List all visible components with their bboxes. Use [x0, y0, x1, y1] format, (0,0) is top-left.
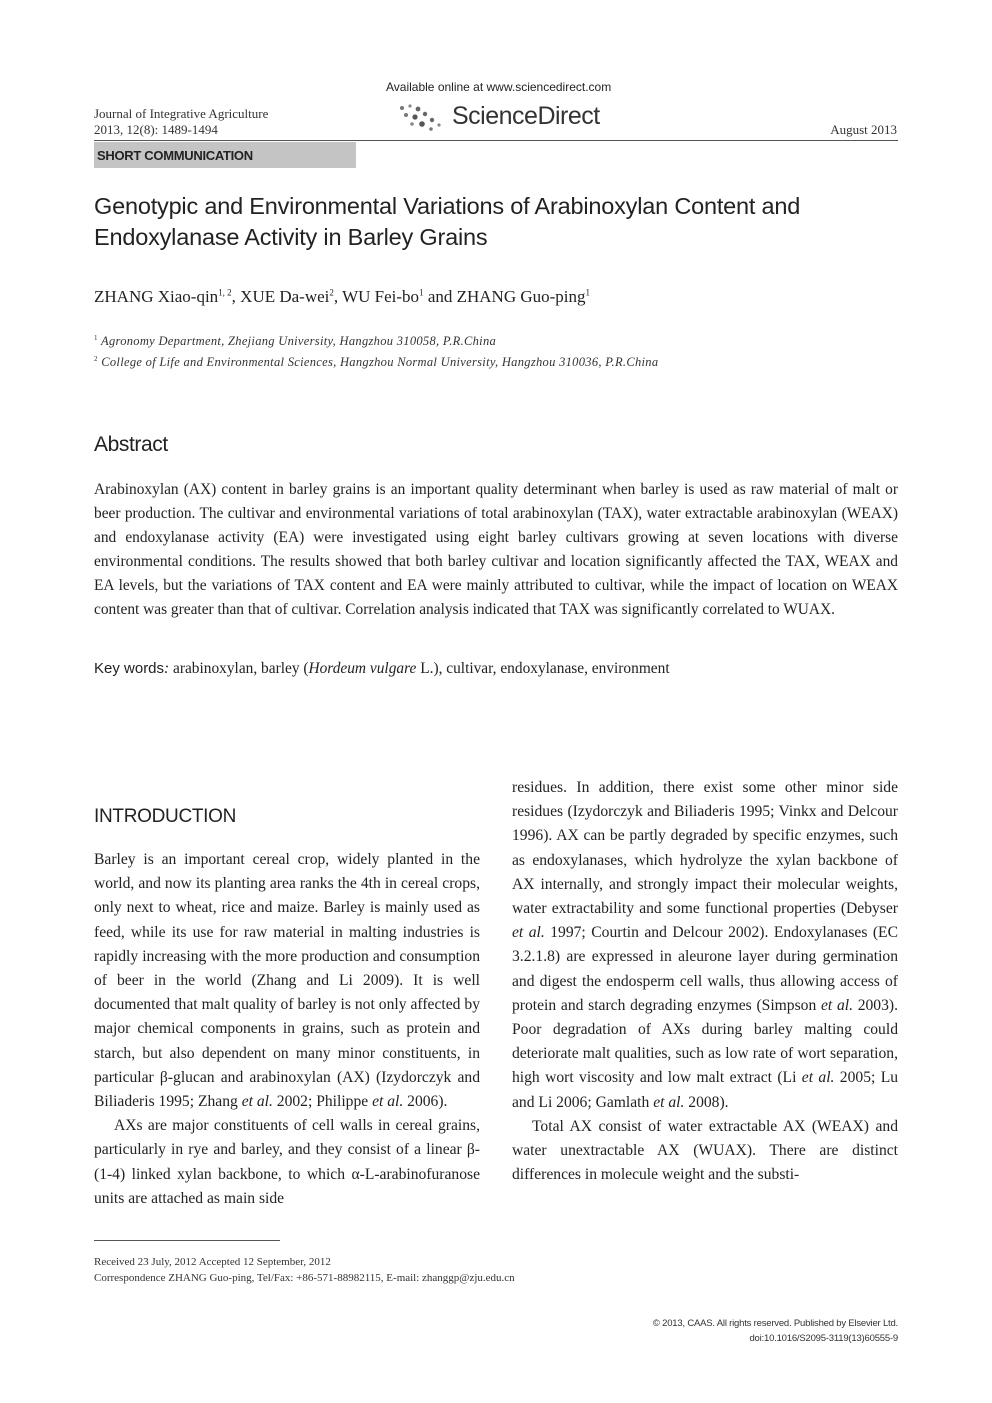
introduction-heading: INTRODUCTION — [94, 806, 237, 827]
abstract-text: Arabinoxylan (AX) content in barley grains is an important quality determinant when barley is used as raw material of malt or beer production. The cultivar and environmental variations of total arabinoxylan (TAX), water extractable arabinoxylan (WEAX) and endoxylanase activity (EA) were investigated using eight barley cultivars growing at seven locations with diverse environmental conditions. The results showed that both barley cultivar and location significantly affected the TAX, WEAX and EA levels, but the variations of TAX content and EA were mainly attributed to cultivar, while the impact of location on WEAX content was greater than that of cultivar. Correlation analysis indicated that TAX was significantly correlated to WUAX. — [94, 481, 898, 618]
abstract-heading: Abstract — [94, 433, 168, 456]
affiliation-1 — [94, 334, 496, 349]
copyright-notice: © 2013, CAAS. All rights reserved. Published by Elsevier Ltd. — [652, 1318, 898, 1329]
author-name: WU Fei-bo — [342, 287, 420, 306]
et-al: et al. — [801, 1069, 835, 1087]
keywords-text: L.), cultivar, endoxylanase, environment — [416, 660, 670, 677]
sciencedirect-dots-icon — [398, 102, 446, 132]
left-column — [94, 848, 480, 1211]
footnote-rule — [94, 1240, 280, 1241]
keywords — [94, 660, 670, 678]
intro-paragraph: AXs are major constituents of cell walls in cereal grains, particularly in rye and barley, and they consist of a linear β-(1-4) linked xylan backbone, to which α-L-arabinofuranose units are attached as main side — [94, 1117, 480, 1207]
section-tag-label: SHORT COMMUNICATION — [97, 148, 253, 163]
affiliation-text: College of Life and Environmental Sciences, Hangzhou Normal University, Hangzhou 310036, P.R.China — [101, 355, 659, 370]
issue-date: August 2013 — [830, 122, 897, 137]
affiliation-number: 2 — [94, 355, 98, 363]
doi[interactable]: doi:10.1016/S2095-3119(13)60555-9 — [749, 1333, 898, 1344]
et-al: et al. — [820, 996, 853, 1014]
et-al: et al. — [241, 1093, 273, 1111]
author-affiliation-mark: 2 — [329, 287, 334, 298]
header-rule — [94, 140, 898, 141]
correspondence: Correspondence ZHANG Guo-ping, Tel/Fax: +86-571-88982115, E-mail: zhanggp@zju.edu.cn — [94, 1272, 515, 1284]
keywords-colon: : — [164, 660, 170, 677]
author-name: XUE Da-wei — [240, 287, 330, 306]
affiliation-number: 1 — [94, 334, 98, 342]
et-al: et al. — [512, 924, 545, 942]
author-separator: and — [423, 287, 457, 306]
et-al: et al. — [372, 1093, 404, 1111]
journal-name: Journal of Integrative Agriculture — [94, 106, 269, 121]
et-al: et al. — [653, 1093, 685, 1111]
author-name: ZHANG Guo-ping — [456, 287, 586, 306]
available-online-link[interactable]: Available online at www.sciencedirect.com — [386, 80, 612, 94]
author-affiliation-mark: 1 — [419, 287, 424, 298]
intro-paragraph: Total AX consist of water extractable AX (WEAX) and water unextractable AX (WUAX). There are distinct differences in molecule weight and the substi- — [512, 1117, 898, 1184]
author-separator: , — [333, 287, 343, 306]
keywords-text: arabinoxylan, barley ( — [169, 660, 309, 677]
sciencedirect-logo[interactable] — [398, 100, 610, 136]
affiliation-text: Agronomy Department, Zhejiang University, Hangzhou 310058, P.R.China — [101, 334, 497, 349]
author-name: ZHANG Xiao-qin — [94, 287, 219, 306]
right-column — [512, 776, 898, 1187]
author-affiliation-mark: 1 — [585, 287, 591, 298]
author-list — [94, 287, 590, 307]
affiliation-2 — [94, 355, 658, 370]
sciencedirect-wordmark: ScienceDirect — [452, 102, 600, 130]
article-title: Genotypic and Environmental Variations of Arabinoxylan Content and Endoxylanase Activity in Barley Grains — [94, 193, 801, 250]
keywords-species: Hordeum vulgare — [308, 660, 417, 677]
received-dates: Received 23 July, 2012 Accepted 12 September, 2012 — [94, 1256, 331, 1268]
author-affiliation-mark: 1, 2 — [218, 287, 232, 298]
keywords-label: Key words — [94, 660, 165, 677]
section-tag — [94, 142, 356, 168]
journal-citation — [94, 106, 268, 138]
author-separator: , — [231, 287, 241, 306]
intro-paragraph: residues. In addition, there exist some other minor side residues (Izydorczyk and Biliaderis 1995; Vinkx and Delcour 1996). AX can be partly degraded by specific enzymes, such as endoxylanases, which hydrolyze the xylan backbone of AX internally, and strongly impact their molecular weights, water extractability and some functional properties (Debyser et al. 1997; Courtin and Delcour 2002). Endoxylanases (EC 3.2.1.8) are expressed in aleurone layer during germination and digest the endosperm cell walls, thus allowing access of protein and starch degrading enzymes (Simpson et al. 2003). Poor degradation of AXs during barley malting could deteriorate malt qualities, such as low rate of wort separation, high wort viscosity and low malt extract (Li et al. 2005; Lu and Li 2006; Gamlath et al. 2008). — [512, 779, 899, 1111]
intro-paragraph: Barley is an important cereal crop, widely planted in the world, and now its planting area ranks the 4th in cereal crops, only next to wheat, rice and maize. Barley is mainly used as feed, while its use for raw material in malting industries is rapidly increasing with the more production and consumption of beer in the world (Zhang and Li 2009). It is well documented that malt quality of barley is not only affected by major chemical components in grains, such as protein and starch, but also dependent on many minor constituents, in particular β-glucan and arabinoxylan (AX) (Izydorczyk and Biliaderis 1995; Zhang et al. 2002; Philippe et al. 2006). — [94, 851, 480, 1111]
journal-issue: 2013, 12(8): 1489-1494 — [94, 122, 218, 137]
